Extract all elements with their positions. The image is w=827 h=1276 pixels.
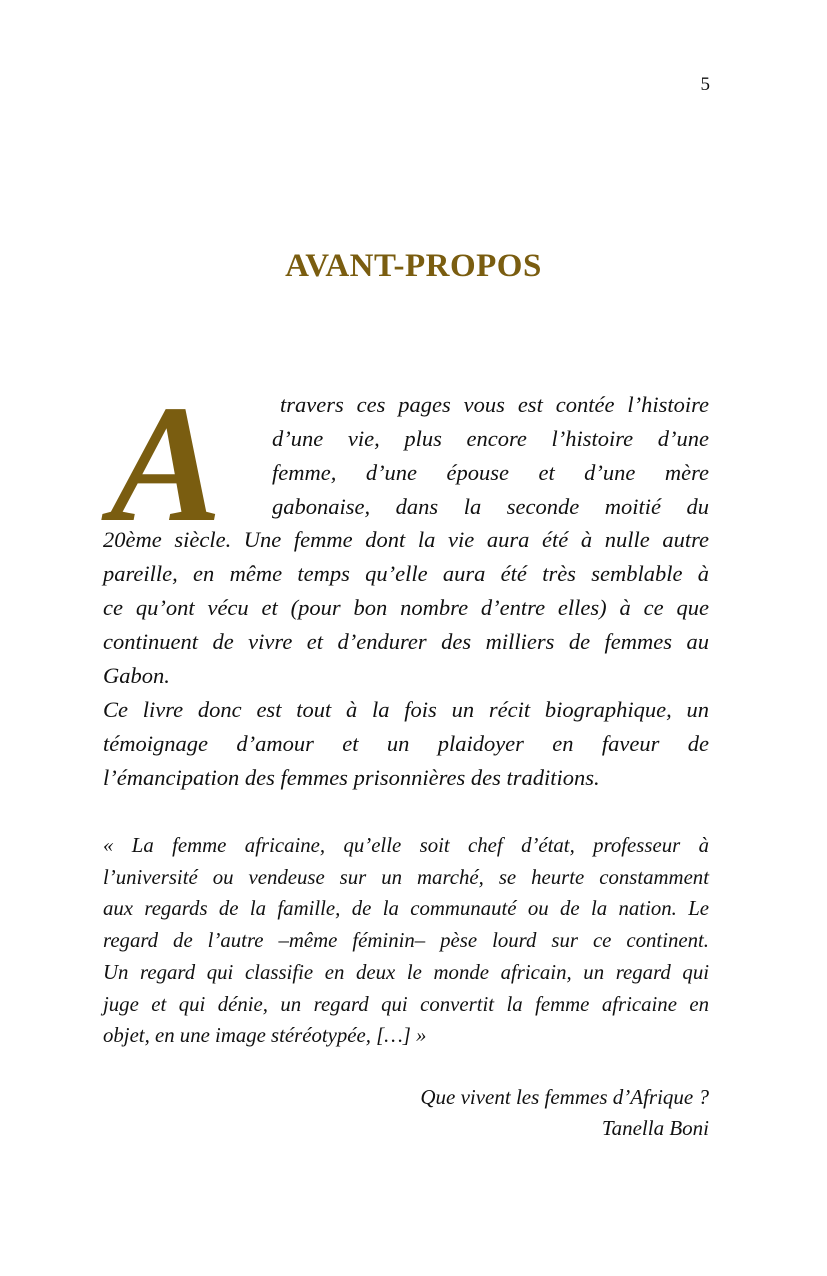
intro-paragraph-body bbox=[103, 523, 709, 693]
page-title: AVANT-PROPOS bbox=[285, 248, 542, 284]
quote-line: objet, en une image stéréotypée, […] » bbox=[103, 1024, 427, 1048]
author-name: Tanella Boni bbox=[601, 1116, 709, 1140]
quote-line: « La femme africaine, qu’elle soit chef d’état, professeur à bbox=[103, 834, 709, 857]
source-title: Que vivent les femmes d’Afrique ? bbox=[420, 1085, 709, 1109]
text-line: Ce livre donc est tout à la fois un récit biographique, un bbox=[103, 697, 709, 722]
text-line: femme, d’une épouse et d’une mère bbox=[272, 460, 709, 485]
text-line: gabonaise, dans la seconde moitié du bbox=[272, 494, 709, 519]
second-paragraph bbox=[103, 693, 709, 795]
quote-attribution bbox=[300, 1082, 709, 1144]
quote-line: l’université ou vendeuse sur un marché, se heurte constamment bbox=[103, 865, 709, 889]
epigraph-quote bbox=[103, 830, 709, 1052]
intro-paragraph-lead bbox=[272, 388, 709, 524]
text-line: continuent de vivre et d’endurer des milliers de femmes au bbox=[103, 629, 709, 654]
quote-line: aux regards de la famille, de la communauté ou de la nation. Le bbox=[103, 897, 709, 921]
text-line: l’émancipation des femmes prisonnières des traditions. bbox=[103, 765, 600, 790]
text-line: témoignage d’amour et un plaidoyer en faveur de bbox=[103, 731, 709, 756]
text-line: ce qu’ont vécu et (pour bon nombre d’entre elles) à ce que bbox=[103, 595, 709, 620]
quote-line: Un regard qui classifie en deux le monde africain, un regard qui bbox=[103, 960, 709, 984]
quote-line: regard de l’autre –même féminin– pèse lourd sur ce continent. bbox=[103, 929, 709, 953]
text-line: 20ème siècle. Une femme dont la vie aura été à nulle autre bbox=[103, 527, 709, 552]
text-line: Gabon. bbox=[103, 663, 170, 688]
page-number: 5 bbox=[700, 74, 710, 95]
text-line: travers ces pages vous est contée l’histoire bbox=[280, 392, 709, 417]
text-line: pareille, en même temps qu’elle aura été très semblable à bbox=[103, 561, 709, 586]
text-line: d’une vie, plus encore l’histoire d’une bbox=[272, 426, 709, 451]
quote-line: juge et qui dénie, un regard qui convertit la femme africaine en bbox=[103, 992, 709, 1016]
drop-cap-letter: A bbox=[110, 371, 223, 557]
